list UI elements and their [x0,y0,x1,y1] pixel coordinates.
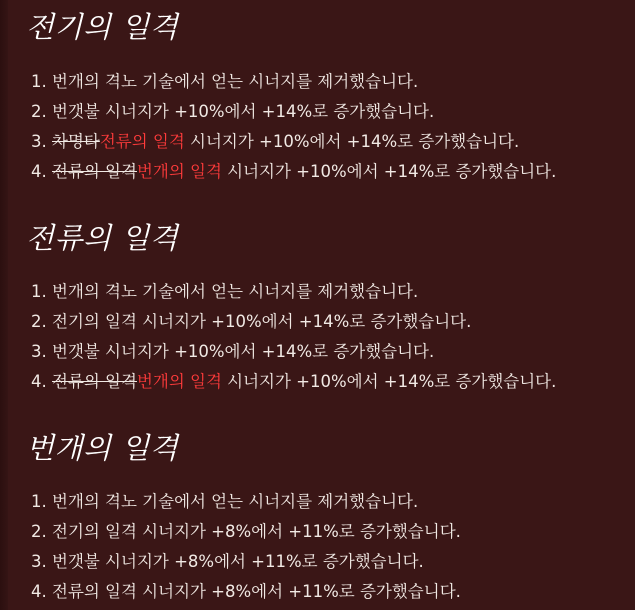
list-item [31,341,434,363]
list-item [31,491,418,513]
list-item [31,161,556,183]
item-number: 2. [31,312,47,331]
list-item [31,371,556,393]
item-text: 번개의 격노 기술에서 얻는 시너지를 제거했습니다. [52,282,419,301]
item-highlight-text: 번개의 일격 [136,372,222,391]
list-item [31,131,519,153]
item-text: 시너지가 +10%에서 +14%로 증가했습니다. [227,162,557,181]
item-text: 번개의 격노 기술에서 얻는 시너지를 제거했습니다. [52,72,419,91]
item-text: 시너지가 +10%에서 +14%로 증가했습니다. [190,132,520,151]
item-number: 3. [31,132,47,151]
left-edge-border [0,0,8,610]
item-number: 1. [31,282,47,301]
item-number: 3. [31,342,47,361]
item-struck-text: 전류의 일격 [52,162,137,181]
item-text: 번개의 격노 기술에서 얻는 시너지를 제거했습니다. [52,492,419,511]
item-number: 4. [31,162,47,181]
item-text: 시너지가 +10%에서 +14%로 증가했습니다. [227,372,557,391]
item-number: 1. [31,72,47,91]
item-struck-text: 차명타 [52,132,100,151]
item-number: 2. [31,522,47,541]
list-item [31,311,471,333]
item-struck-text: 전류의 일격 [52,372,137,391]
item-text: 번갯불 시너지가 +8%에서 +11%로 증가했습니다. [52,552,424,571]
list-item [31,71,418,93]
item-number: 4. [31,372,47,391]
item-text: 번갯불 시너지가 +10%에서 +14%로 증가했습니다. [52,102,435,121]
item-number: 1. [31,492,47,511]
list-item [31,281,418,303]
item-highlight-text: 번개의 일격 [136,162,222,181]
item-text: 번갯불 시너지가 +10%에서 +14%로 증가했습니다. [52,342,435,361]
list-item [31,551,424,573]
list-item [31,101,434,123]
list-item [31,521,461,543]
item-text: 전기의 일격 시너지가 +8%에서 +11%로 증가했습니다. [52,522,461,541]
section-title: 전류의 일격 [26,221,179,255]
list-item [31,581,461,603]
item-highlight-text: 전류의 일격 [99,132,185,151]
item-number: 4. [31,582,47,601]
item-number: 3. [31,552,47,571]
item-number: 2. [31,102,47,121]
item-text: 전기의 일격 시너지가 +10%에서 +14%로 증가했습니다. [52,312,472,331]
item-text: 전류의 일격 시너지가 +8%에서 +11%로 증가했습니다. [52,582,461,601]
section-title: 전기의 일격 [26,10,179,44]
section-title: 번개의 일격 [26,431,179,465]
